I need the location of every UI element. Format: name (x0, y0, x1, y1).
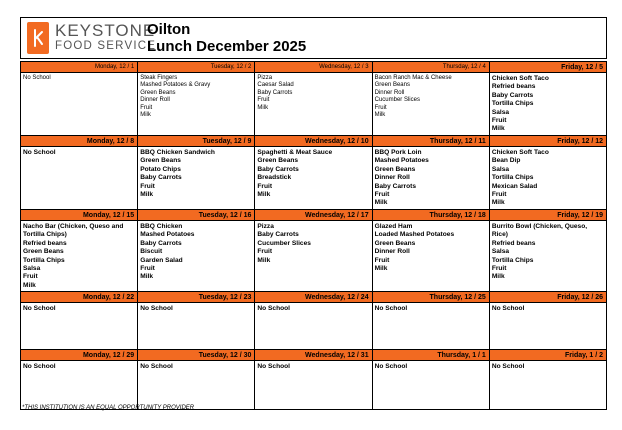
menu-item: Salsa (23, 265, 41, 273)
day-header: Friday, 12 / 12 (490, 136, 606, 147)
menu-item: Green Beans (374, 82, 410, 89)
day-cell (490, 62, 606, 135)
menu-item: Baby Carrots (374, 182, 417, 190)
menu-item: Potato Chips (140, 165, 181, 173)
menu-item: Baby Carrots (491, 91, 534, 99)
menu-item: Tortilla Chips (491, 256, 534, 264)
day-menu (373, 303, 489, 313)
day-cell (373, 62, 490, 135)
brand-subtitle: FOOD SERVICE (55, 40, 157, 52)
day-menu (255, 361, 371, 371)
week-row (21, 210, 606, 292)
menu-item: Dinner Roll (374, 174, 410, 182)
day-header: Monday, 12 / 8 (21, 136, 137, 147)
day-header: Monday, 12 / 29 (21, 350, 137, 361)
day-menu (138, 147, 254, 199)
day-menu (490, 221, 606, 282)
menu-item: Milk (491, 273, 505, 281)
day-menu (138, 361, 254, 371)
day-menu (21, 147, 137, 157)
menu-item: Fruit (374, 256, 390, 264)
day-header: Friday, 12 / 5 (490, 62, 606, 73)
menu-item: Green Beans (140, 157, 181, 165)
menu-item: Chicken Soft Taco (491, 75, 549, 82)
menu-item: Milk (374, 112, 386, 119)
menu-item: Fruit (257, 248, 273, 256)
menu-item: Fruit (23, 273, 38, 281)
day-header: Thursday, 12 / 11 (373, 136, 489, 147)
menu-item: Mashed Potatoes (140, 231, 195, 239)
menu-item: Mexican Salad (491, 182, 538, 190)
week-row (21, 292, 606, 350)
menu-item: Green Beans (140, 89, 176, 96)
menu-item: Baby Carrots (140, 174, 182, 182)
menu-item: Fruit (374, 104, 387, 111)
day-header: Friday, 1 / 2 (490, 350, 606, 361)
day-cell (373, 210, 490, 291)
menu-item: Pizza (257, 75, 273, 81)
day-menu (21, 73, 137, 82)
day-cell (490, 350, 606, 409)
menu-item: Fruit (257, 97, 270, 104)
day-header: Tuesday, 12 / 23 (138, 292, 254, 303)
day-cell (138, 350, 255, 409)
day-header: Tuesday, 12 / 9 (138, 136, 254, 147)
menu-item: No School (491, 363, 525, 370)
menu-item: Pizza (257, 223, 274, 230)
menu-item: Garden Salad (140, 256, 183, 264)
day-menu (255, 221, 371, 265)
day-menu (138, 303, 254, 313)
day-header: Thursday, 12 / 4 (373, 62, 489, 73)
day-header: Thursday, 12 / 25 (373, 292, 489, 303)
day-cell (21, 210, 138, 291)
menu-item: No School (257, 363, 291, 370)
menu-item: Milk (23, 281, 36, 289)
menu-item: BBQ Pork Loin (374, 149, 422, 156)
day-menu (490, 147, 606, 208)
menu-item: Tortilla Chips (23, 256, 65, 264)
menu-item: Fruit (257, 182, 273, 190)
menu-item: No School (23, 149, 56, 156)
menu-item: Fruit (140, 265, 155, 273)
day-cell (490, 210, 606, 291)
menu-item: Fruit (140, 182, 155, 190)
day-menu (255, 147, 371, 199)
day-header: Wednesday, 12 / 3 (255, 62, 371, 73)
day-header: Wednesday, 12 / 31 (255, 350, 371, 361)
menu-item: Refried beans (23, 239, 67, 247)
menu-item: Cucumber Slices (374, 97, 420, 104)
day-cell (255, 62, 372, 135)
day-header: Wednesday, 12 / 10 (255, 136, 371, 147)
day-header: Monday, 12 / 15 (21, 210, 137, 221)
menu-item: Refried beans (491, 239, 536, 247)
menu-item: Dinner Roll (140, 97, 170, 104)
day-menu (138, 73, 254, 119)
day-cell (21, 292, 138, 349)
brand-name: KEYSTONE (55, 21, 156, 40)
menu-item: BBQ Chicken (140, 223, 183, 230)
day-cell (138, 62, 255, 135)
day-cell (373, 136, 490, 209)
menu-item: Fruit (491, 265, 507, 273)
menu-item: Tortilla Chips (491, 174, 534, 182)
day-menu (255, 303, 371, 313)
menu-item: No School (140, 363, 173, 370)
menu-title: Lunch December 2025 (147, 38, 307, 55)
menu-item: Refried beans (491, 83, 536, 91)
menu-item: Mashed Potatoes (374, 157, 429, 165)
menu-item: Milk (491, 125, 505, 133)
menu-item: Bean Dip (491, 157, 521, 165)
day-cell (255, 350, 372, 409)
menu-item: Chicken Soft Taco (491, 149, 549, 156)
day-header: Wednesday, 12 / 17 (255, 210, 371, 221)
menu-item: Milk (491, 199, 505, 207)
day-cell (373, 350, 490, 409)
week-row (21, 350, 606, 410)
menu-item: Salsa (491, 248, 510, 256)
menu-item: No School (374, 363, 408, 370)
menu-item: Nacho Bar (Chicken, Queso and Tortilla Chips) (23, 223, 124, 239)
menu-item: Bacon Ranch Mac & Cheese (374, 75, 452, 81)
day-cell (21, 136, 138, 209)
day-header: Tuesday, 12 / 2 (138, 62, 254, 73)
menu-item: Milk (140, 273, 154, 281)
day-menu (255, 73, 371, 112)
menu-item: Green Beans (374, 165, 416, 173)
menu-item: Fruit (140, 104, 153, 111)
menu-item: Fruit (491, 191, 507, 199)
menu-item: Cucumber Slices (257, 239, 311, 247)
menu-item: Caesar Salad (257, 82, 294, 89)
menu-item: Glazed Ham (374, 223, 413, 230)
menu-item: No School (257, 305, 291, 312)
day-cell (138, 210, 255, 291)
menu-item: No School (140, 305, 173, 312)
day-header: Tuesday, 12 / 16 (138, 210, 254, 221)
menu-item: Green Beans (257, 157, 299, 165)
menu-item: Steak Fingers (140, 75, 178, 81)
day-menu (21, 303, 137, 313)
day-cell (255, 136, 372, 209)
day-menu (490, 73, 606, 134)
menu-item: No School (23, 75, 51, 81)
menu-item: Tortilla Chips (491, 100, 534, 108)
day-cell (21, 350, 138, 409)
menu-item: Milk (257, 191, 271, 199)
menu-item: Green Beans (374, 239, 416, 247)
menu-item: Milk (374, 199, 388, 207)
day-menu (373, 221, 489, 273)
menu-item: Burrito Bowl (Chicken, Queso, Rice) (491, 223, 588, 239)
menu-item: Biscuit (140, 248, 163, 256)
day-cell (373, 292, 490, 349)
menu-item: Milk (140, 112, 151, 119)
location-title: Oilton (147, 21, 191, 38)
menu-item: Fruit (374, 191, 390, 199)
menu-item: Salsa (491, 108, 510, 116)
menu-item: Fruit (491, 117, 507, 125)
day-menu (490, 303, 606, 313)
menu-item: Baby Carrots (257, 231, 299, 239)
day-menu (373, 73, 489, 119)
menu-calendar (20, 61, 607, 410)
menu-item: No School (491, 305, 525, 312)
day-header: Thursday, 12 / 18 (373, 210, 489, 221)
day-menu (21, 361, 137, 371)
menu-item: Milk (140, 191, 154, 199)
menu-item: Milk (257, 256, 271, 264)
menu-item: Dinner Roll (374, 248, 410, 256)
menu-item: BBQ Chicken Sandwich (140, 149, 215, 156)
menu-item: No School (23, 363, 56, 370)
menu-item: Breadstick (257, 174, 292, 182)
day-header: Monday, 12 / 1 (21, 62, 137, 73)
k-logo-icon (27, 22, 49, 54)
menu-item: Dinner Roll (374, 89, 405, 96)
menu-item: Green Beans (23, 248, 64, 256)
day-cell (255, 292, 372, 349)
day-cell (255, 210, 372, 291)
day-menu (373, 361, 489, 371)
menu-item: Milk (374, 265, 388, 273)
day-menu (373, 147, 489, 208)
day-menu (490, 361, 606, 371)
menu-item: No School (23, 305, 56, 312)
day-cell (21, 62, 138, 135)
menu-item: No School (374, 305, 408, 312)
day-cell (138, 292, 255, 349)
menu-item: Salsa (491, 165, 510, 173)
menu-item: Baby Carrots (140, 239, 182, 247)
day-header: Tuesday, 12 / 30 (138, 350, 254, 361)
menu-item: Baby Carrots (257, 165, 299, 173)
day-menu (21, 221, 137, 290)
day-cell (490, 136, 606, 209)
week-row (21, 136, 606, 210)
menu-item: Loaded Mashed Potatoes (374, 231, 455, 239)
day-header: Monday, 12 / 22 (21, 292, 137, 303)
day-cell (138, 136, 255, 209)
day-header: Friday, 12 / 19 (490, 210, 606, 221)
week-row (21, 62, 606, 136)
menu-item: Baby Carrots (257, 89, 293, 96)
day-header: Thursday, 1 / 1 (373, 350, 489, 361)
footer-note: *THIS INSTITUTION IS AN EQUAL OPPORTUNITY PROVIDER (22, 405, 195, 411)
day-cell (490, 292, 606, 349)
menu-item: Milk (257, 104, 269, 111)
menu-item: Mashed Potatoes & Gravy (140, 82, 211, 89)
day-menu (138, 221, 254, 282)
menu-header (20, 17, 607, 59)
day-header: Wednesday, 12 / 24 (255, 292, 371, 303)
menu-item: Spaghetti & Meat Sauce (257, 149, 333, 156)
day-header: Friday, 12 / 26 (490, 292, 606, 303)
